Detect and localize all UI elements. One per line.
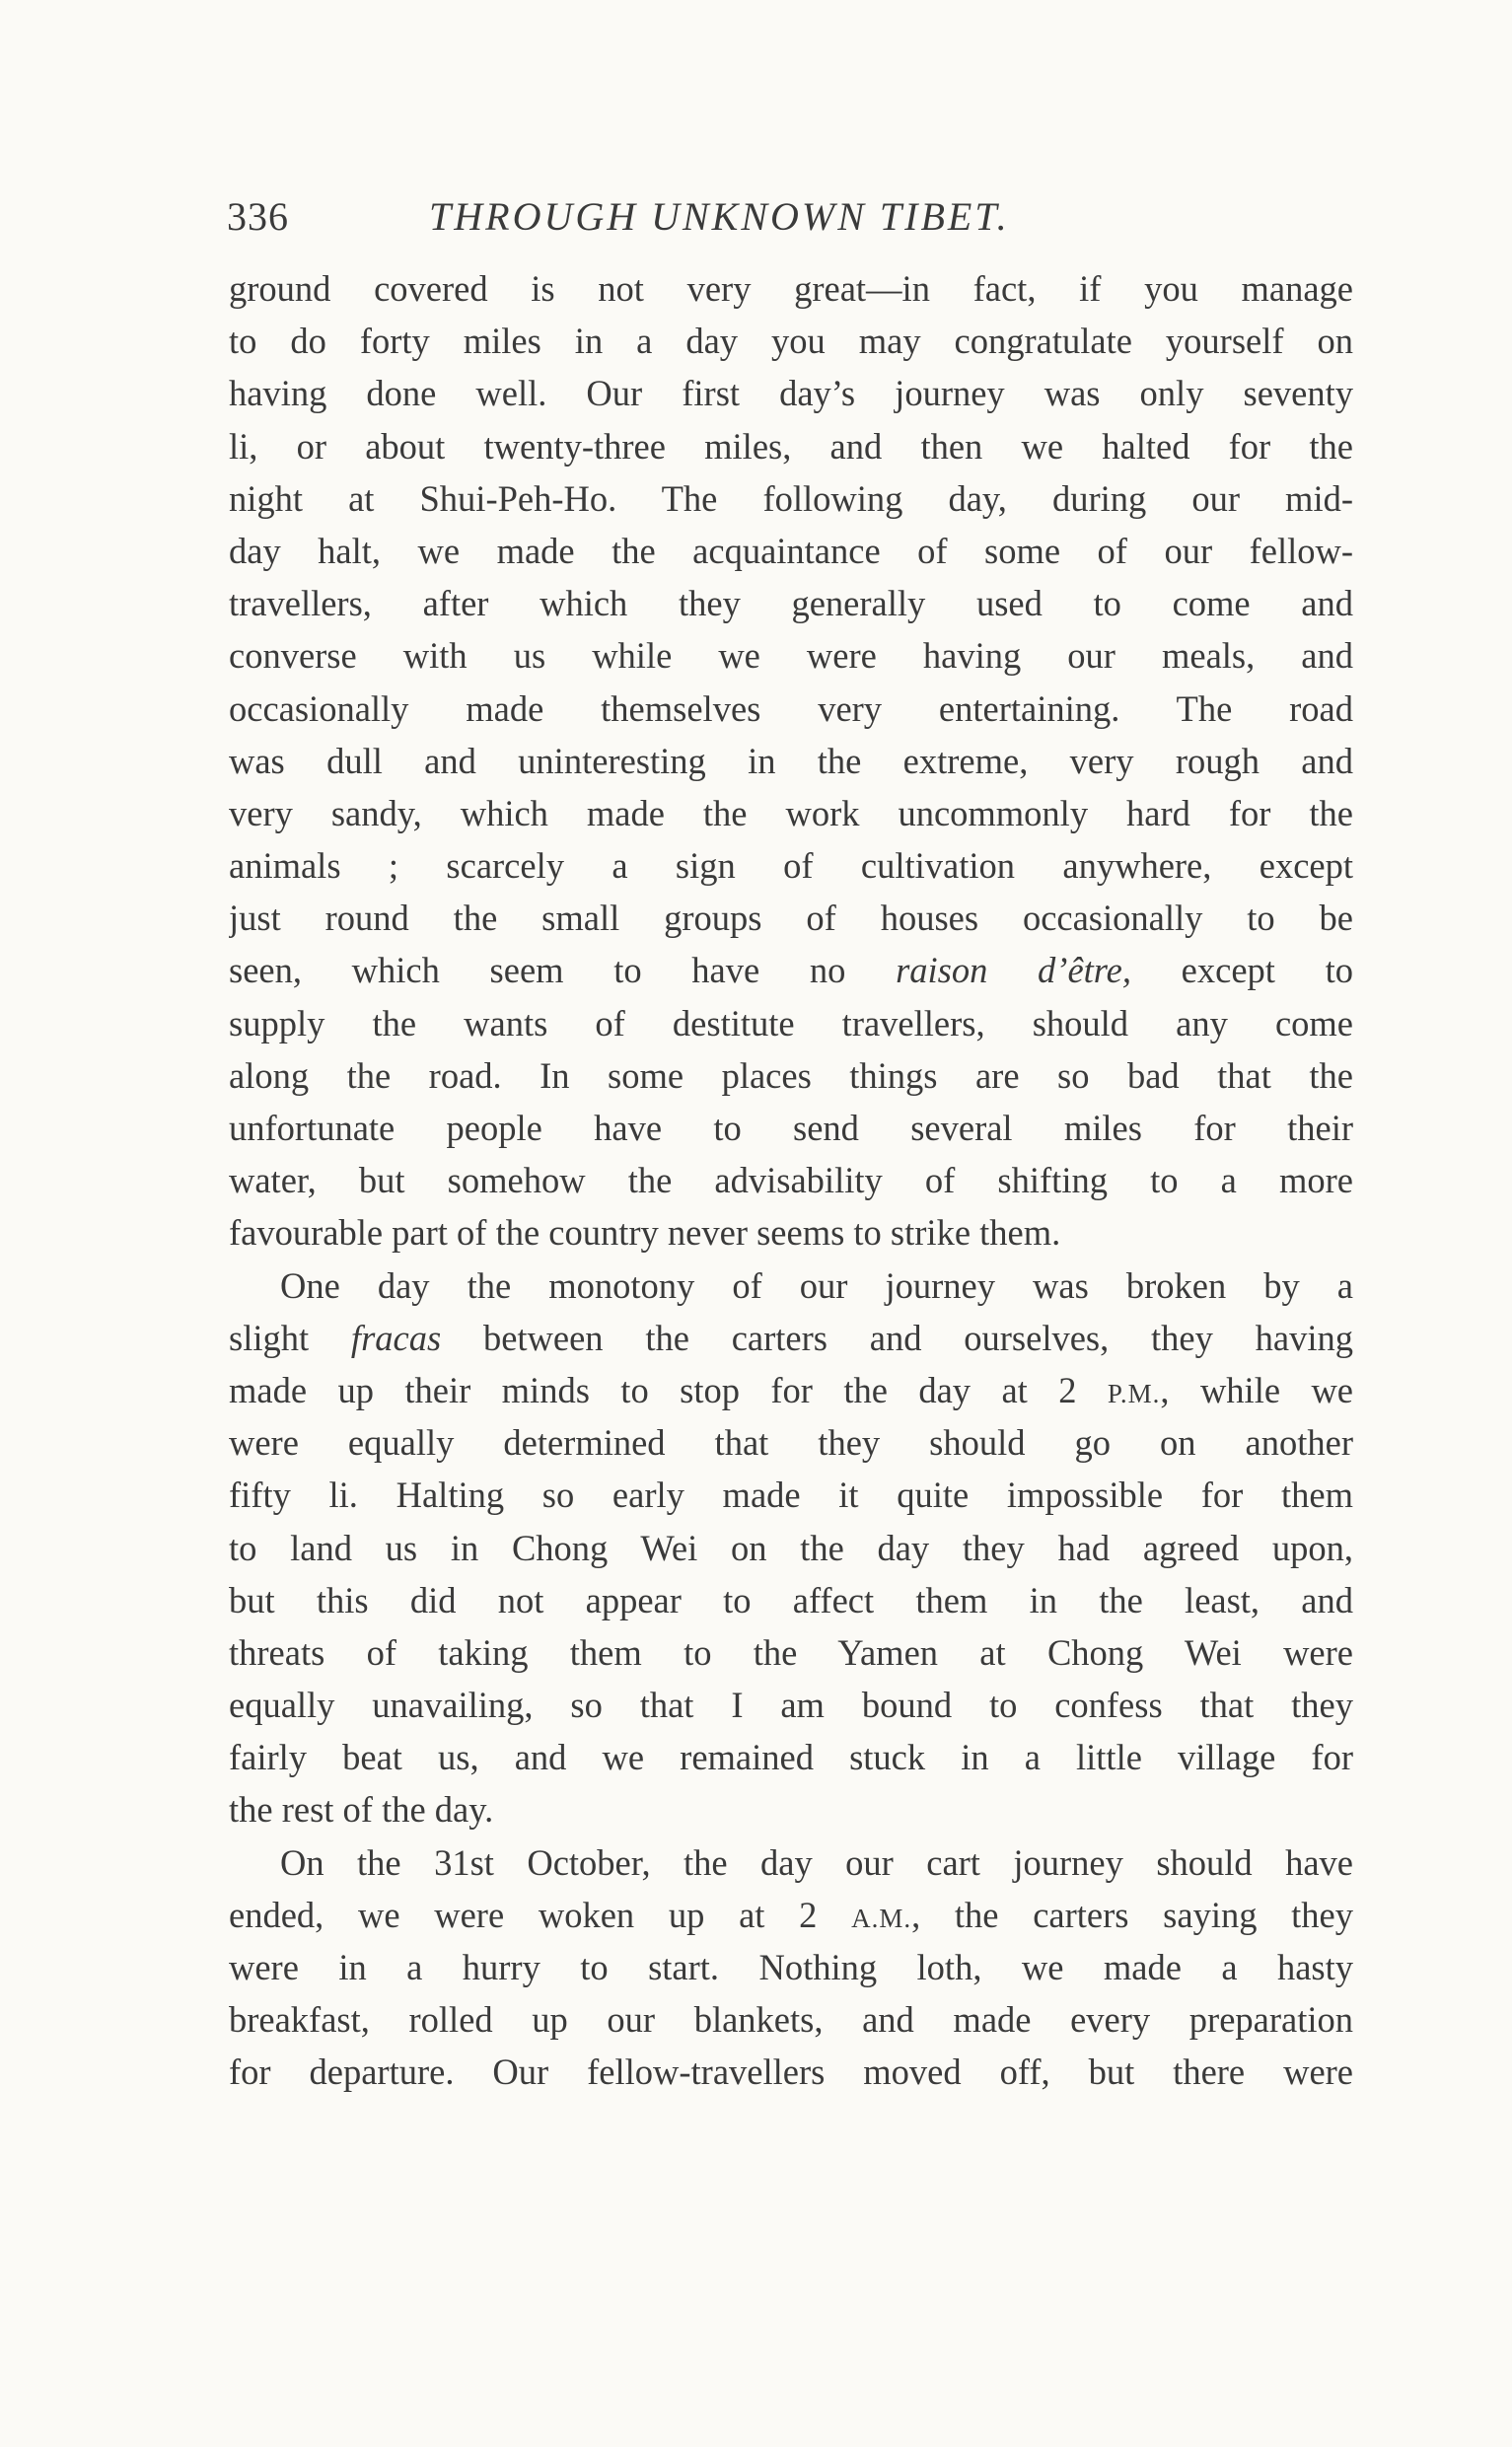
text-line: water, but somehow the advisability of shifting to a more — [229, 1160, 1353, 1201]
text-run: seen, which seem to have no — [229, 950, 897, 991]
text-line: travellers, after which they generally used to come and — [229, 583, 1353, 624]
text-line: were equally determined that they should go on another — [229, 1422, 1353, 1464]
text-line: li, or about twenty-three miles, and then we halted for the — [229, 425, 1353, 467]
text-line: night at Shui-Peh-Ho. The following day, during our mid- — [229, 477, 1353, 519]
text-line: animals ; scarcely a sign of cultivation anywhere, except — [229, 845, 1353, 887]
text-line: unfortunate people have to send several miles for their — [229, 1108, 1353, 1148]
small-caps-time: A.M. — [851, 1903, 912, 1933]
text-run: , while we — [1160, 1369, 1353, 1410]
text-line: very sandy, which made the work uncommonly hard for the — [229, 792, 1353, 833]
text-line: to land us in Chong Wei on the day they had agreed upon, — [229, 1527, 1353, 1568]
text-line: equally unavailing, so that I am bound to confess that they — [229, 1685, 1353, 1726]
text-run: made up their minds to stop for the day at 2 — [229, 1369, 1108, 1410]
text-line — [229, 1889, 1353, 1941]
text-run: between the carters and ourselves, they having — [441, 1317, 1353, 1358]
text-line: ground covered is not very great—in fact, if you manage — [229, 268, 1353, 309]
page-number: 336 — [227, 194, 289, 239]
text-line: fairly beat us, and we remained stuck in a little village for — [229, 1737, 1353, 1778]
text-line: occasionally made themselves very entertaining. The road — [229, 687, 1353, 729]
text-line — [229, 1364, 1353, 1416]
text-line: were in a hurry to start. Nothing loth, we made a hasty — [229, 1947, 1353, 1987]
text-line: having done well. Our first day’s journey was only seventy — [229, 373, 1353, 414]
text-line: converse with us while we were having our meals, and — [229, 635, 1353, 677]
text-line: supply the wants of destitute travellers, should any come — [229, 1002, 1353, 1044]
text-line: breakfast, rolled up our blankets, and made every preparation — [229, 1999, 1353, 2041]
text-run: except to — [1130, 950, 1353, 991]
text-line: favourable part of the country never seems to strike them. — [229, 1212, 1061, 1254]
running-title: THROUGH UNKNOWN TIBET. — [429, 194, 1010, 239]
text-run: slight — [229, 1317, 351, 1358]
text-run: , the carters saying they — [911, 1894, 1353, 1935]
running-head — [227, 193, 1351, 252]
text-line: along the road. In some places things are so bad that the — [229, 1054, 1353, 1096]
italic-phrase: fracas — [350, 1317, 442, 1358]
text-line: One day the monotony of our journey was broken by a — [280, 1264, 1353, 1306]
text-line: for departure. Our fellow-travellers moved off, but there were — [229, 2051, 1353, 2093]
text-line — [229, 1312, 1353, 1364]
text-line: fifty li. Halting so early made it quite impossible for them — [229, 1475, 1353, 1516]
text-line: was dull and uninteresting in the extreme, very rough and — [229, 740, 1353, 781]
text-run: ended, we were woken up at 2 — [229, 1894, 852, 1935]
text-line — [229, 944, 1353, 996]
small-caps-time: P.M. — [1107, 1378, 1161, 1408]
text-line: threats of taking them to the Yamen at Chong Wei were — [229, 1631, 1353, 1673]
italic-phrase: raison d’être, — [896, 950, 1131, 991]
text-line: to do forty miles in a day you may congratulate yourself on — [229, 321, 1353, 362]
text-line: day halt, we made the acquaintance of some of our fellow- — [229, 530, 1353, 571]
text-line: On the 31st October, the day our cart journey should have — [280, 1841, 1353, 1883]
body-text — [229, 262, 1353, 2099]
text-line: but this did not appear to affect them in the least, and — [229, 1579, 1353, 1620]
text-line: the rest of the day. — [229, 1789, 494, 1831]
text-line: just round the small groups of houses occasionally to be — [229, 898, 1353, 939]
